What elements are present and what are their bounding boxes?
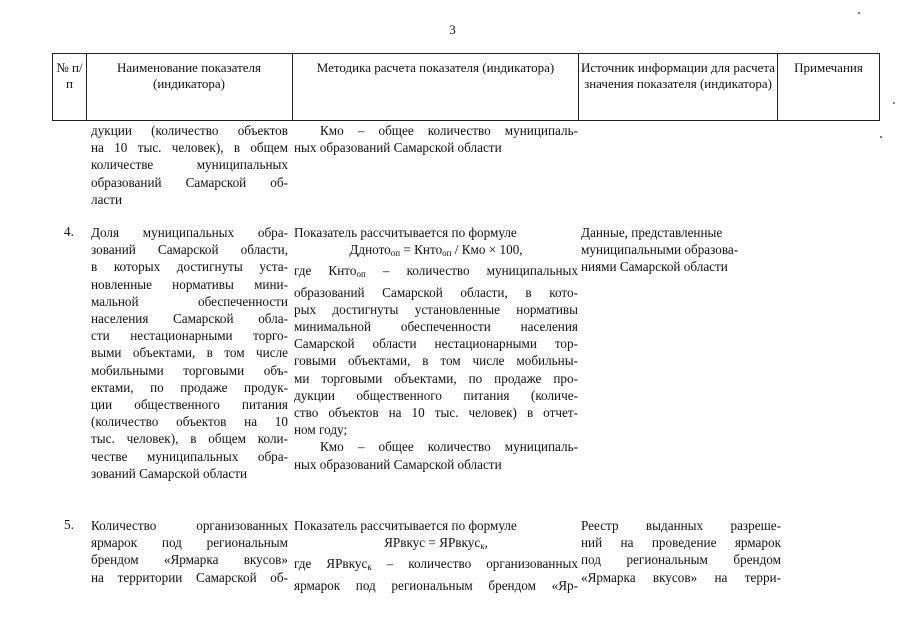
text-line: новленные нормативы мини- bbox=[91, 276, 288, 292]
text-line: рых достигнуты установленные нормативы bbox=[294, 301, 578, 317]
text-line: зований Самарской области bbox=[91, 465, 248, 481]
text-line: честве муниципальных обра- bbox=[91, 448, 288, 464]
where-rest: – количество организованных bbox=[371, 556, 578, 572]
text-line: брендом «Ярмарка вкусов» bbox=[91, 552, 288, 568]
text-line: Кмо – общее количество муниципаль- bbox=[320, 439, 578, 455]
row4-name bbox=[91, 224, 288, 482]
text-line: ном году; bbox=[294, 422, 348, 438]
header-col-source: Источник информации для расчета значения показателя (индикатора) bbox=[580, 60, 776, 91]
row5-source bbox=[581, 517, 781, 586]
text-line: тыс. человек), в общем коли- bbox=[91, 431, 288, 447]
formula-mid: = Кнто bbox=[400, 242, 443, 258]
formula bbox=[294, 241, 578, 262]
text-line: дукции общественного питания (количе- bbox=[294, 387, 578, 403]
text-line: ниями Самарской области bbox=[581, 259, 728, 275]
row4-method bbox=[294, 224, 578, 473]
text-line: Доля муниципальных обра- bbox=[91, 225, 288, 240]
text-line: населения Самарской обла- bbox=[91, 311, 288, 327]
formula-subscript: оп bbox=[390, 248, 401, 259]
text-line: минимальной обеспеченности населения bbox=[294, 319, 578, 335]
text-line: «Ярмарка вкусов» на терри- bbox=[581, 569, 781, 585]
formula-lhs: ЯРвкус = ЯРвкус bbox=[384, 535, 481, 551]
row-number: 4. bbox=[64, 224, 74, 239]
text-line: ство объектов на 10 тыс. человек) в отчет- bbox=[294, 405, 578, 421]
text-line: мобильными торговыми объ- bbox=[91, 362, 288, 378]
formula-tail: , bbox=[484, 535, 488, 551]
text-line: Показатель рассчитывается по формуле bbox=[294, 225, 517, 240]
scan-speck bbox=[858, 12, 860, 14]
text-line: ных образований Самарской области bbox=[294, 140, 502, 156]
text-line: Показатель рассчитывается по формуле bbox=[294, 518, 517, 533]
text-line: ных образований Самарской области bbox=[294, 456, 502, 472]
where-rest: – количество муниципальных bbox=[365, 263, 578, 279]
formula-subscript: оп bbox=[442, 248, 452, 259]
text-line: количестве муниципальных bbox=[91, 157, 288, 173]
row5-method bbox=[294, 517, 578, 594]
text-line: говыми объектами, в том числе мобильны- bbox=[294, 353, 578, 369]
where-prefix: где ЯРвкус bbox=[294, 556, 368, 572]
row5-name bbox=[91, 517, 288, 586]
row-number: 5. bbox=[64, 517, 74, 532]
text-line: в которых достигнуты уста- bbox=[91, 259, 288, 275]
text-line: (количество объектов на 10 bbox=[91, 414, 288, 430]
formula bbox=[294, 534, 578, 555]
page-number: 3 bbox=[449, 22, 456, 37]
text-line: дукции (количество объектов bbox=[91, 123, 288, 138]
scan-speck bbox=[893, 102, 895, 104]
text-line: образований Самарской об- bbox=[91, 174, 288, 190]
row-cont-name bbox=[91, 122, 288, 208]
text-line bbox=[294, 555, 578, 576]
text-line: на территории Самарской об- bbox=[91, 569, 288, 585]
text-line: ярмарок под региональным bbox=[91, 535, 288, 551]
text-line: на 10 тыс. человек), в общем bbox=[91, 140, 288, 156]
table-header bbox=[52, 53, 880, 121]
text-line: ний на проведение ярмарок bbox=[581, 535, 781, 551]
text-line: выми объектами, в том числе bbox=[91, 345, 288, 361]
text-line: Кмо – общее количество муниципаль- bbox=[320, 123, 578, 138]
text-line: ласти bbox=[91, 191, 123, 207]
row-cont-method bbox=[294, 122, 578, 156]
text-line: Реестр выданных разреше- bbox=[581, 518, 781, 533]
text-line: ектами, по продаже продук- bbox=[91, 379, 288, 395]
header-col-number: № п/п bbox=[56, 60, 83, 91]
text-line: мальной обеспеченности bbox=[91, 293, 288, 309]
text-line: зований Самарской области, bbox=[91, 242, 288, 258]
header-col-name: Наименование показателя (индикатора) bbox=[116, 60, 262, 91]
where-prefix: где Кнто bbox=[294, 263, 357, 279]
text-line: ми торговыми объектами, по продаже про- bbox=[294, 370, 578, 386]
header-col-notes: Примечания bbox=[794, 60, 863, 75]
text-line: Количество организованных bbox=[91, 518, 288, 533]
text-line: ции общественного питания bbox=[91, 397, 288, 413]
text-line: образований Самарской области, в кото- bbox=[294, 284, 578, 300]
text-line bbox=[294, 262, 578, 283]
formula-subscript: к bbox=[480, 541, 485, 552]
text-line: ярмарок под региональным брендом «Яр- bbox=[294, 577, 578, 593]
formula-subscript: к bbox=[367, 562, 372, 573]
header-col-method: Методика расчета показателя (индикатора) bbox=[316, 60, 555, 75]
scan-speck bbox=[880, 136, 882, 138]
text-line: муниципальными образова- bbox=[581, 242, 739, 258]
text-line: под региональным брендом bbox=[581, 552, 781, 568]
text-line: Данные, представленные bbox=[581, 225, 723, 240]
text-line: Самарской области нестационарными тор- bbox=[294, 336, 578, 352]
formula-tail: / Кмо × 100, bbox=[451, 242, 523, 258]
formula-subscript: оп bbox=[356, 269, 366, 280]
text-line: сти нестационарными торго- bbox=[91, 328, 288, 344]
row4-source bbox=[581, 224, 781, 276]
formula-lhs: Ддното bbox=[349, 242, 391, 258]
